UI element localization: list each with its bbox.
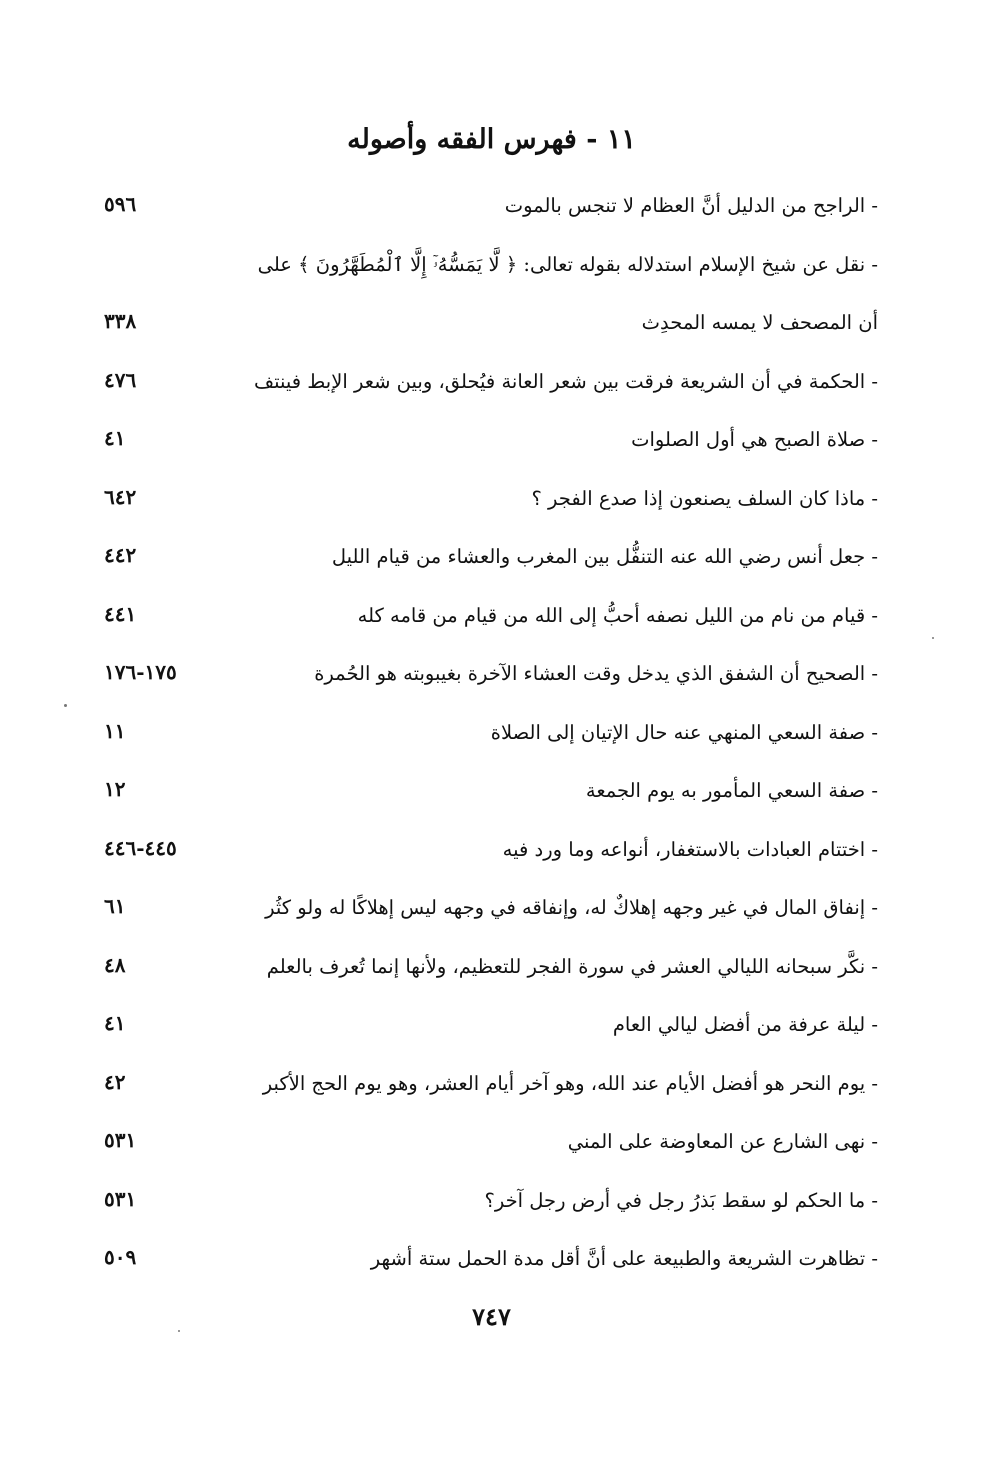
entry-text: - تظاهرت الشريعة والطبيعة على أنَّ أقل مدة الحمل ستة أشهر: [370, 1247, 878, 1270]
index-entry: [100, 531, 878, 590]
entry-page-number: ١٧٥-١٧٦: [104, 660, 177, 684]
entry-text: - ما الحكم لو سقط بَذرُ رجل في أرض رجل آخر؟: [484, 1188, 878, 1212]
index-entry: [100, 824, 878, 883]
entry-text: - قيام من نام من الليل نصفه أحبُّ إلى الله من قيام من قامه كله: [357, 603, 878, 627]
entry-text: - صفة السعي المأمور به يوم الجمعة: [585, 779, 878, 802]
index-entry: [100, 999, 878, 1058]
entry-page-number: ٥٩٦: [104, 192, 137, 216]
index-entry: [100, 1058, 878, 1117]
entry-page-number: ٤٢: [104, 1069, 126, 1094]
entry-page-number: ١١: [104, 718, 126, 743]
index-entries: [100, 180, 878, 1292]
entry-text: أن المصحف لا يمسه المحدِث: [641, 311, 878, 334]
index-entry: [100, 765, 878, 824]
index-title: ١١ - فهرس الفقه وأصوله: [347, 124, 636, 155]
index-entry: [100, 297, 878, 356]
index-entry: [100, 1116, 878, 1175]
entry-page-number: ٤٤١: [104, 601, 137, 626]
entry-page-number: ٣٣٨: [104, 309, 137, 333]
entry-text: - اختتام العبادات بالاستغفار، أنواعه وما ورد فيه: [502, 837, 878, 861]
page-number: ٧٤٧: [472, 1302, 511, 1331]
entry-text: - صلاة الصبح هي أول الصلوات: [631, 428, 878, 451]
entry-page-number: ٦٤٢: [104, 484, 137, 509]
entry-page-number: ٤١: [104, 426, 126, 450]
entry-text: - يوم النحر هو أفضل الأيام عند الله، وهو آخر أيام العشر، وهو يوم الحج الأكبر: [262, 1071, 878, 1095]
index-entry: [100, 180, 878, 239]
entry-page-number: ٥٣١: [104, 1128, 137, 1152]
entry-page-number: ٦١: [104, 894, 126, 918]
entry-page-number: ٥٠٩: [104, 1245, 137, 1269]
index-entry: [100, 941, 878, 1000]
index-entry: [100, 239, 878, 298]
entry-page-number: ٤٨: [104, 952, 126, 977]
entry-page-number: ٤١: [104, 1011, 126, 1035]
entry-page-number: ٥٣١: [104, 1186, 137, 1211]
entry-text: - ماذا كان السلف يصنعون إذا صدع الفجر ؟: [531, 486, 878, 510]
entry-text: - نكَّر سبحانه الليالي العشر في سورة الفجر للتعظيم، ولأنها إنما تُعرف بالعلم: [266, 954, 878, 978]
entry-text: - نقل عن شيخ الإسلام استدلاله بقوله تعالى: ﴿ لَّا يَمَسُّهُۥٓ إِلَّا ٱلْمُطَهَّرُونَ ﴾ على: [257, 252, 878, 276]
index-entry: [100, 707, 878, 766]
index-entry: [100, 590, 878, 649]
scan-speck: [178, 1330, 180, 1332]
entry-text: - ليلة عرفة من أفضل ليالي العام: [612, 1013, 878, 1036]
index-entry: [100, 882, 878, 941]
scan-speck: [64, 704, 67, 707]
entry-text: - الراجح من الدليل أنَّ العظام لا تنجس بالموت: [504, 194, 878, 217]
entry-text: - الحكمة في أن الشريعة فرقت بين شعر العانة فيُحلق، وبين شعر الإبط فينتف: [253, 369, 878, 393]
index-entry: [100, 648, 878, 707]
entry-text: - نهى الشارع عن المعاوضة على المني: [567, 1130, 878, 1153]
entry-text: - صفة السعي المنهي عنه حال الإتيان إلى الصلاة: [490, 720, 878, 744]
scan-speck: [932, 637, 934, 639]
entry-page-number: ٤٤٥-٤٤٦: [104, 835, 177, 860]
entry-text: - إنفاق المال في غير وجهه إهلاكٌ له، وإنفاقه في وجهه ليس إهلاكًا له ولو كثُر: [265, 896, 878, 919]
index-entry: [100, 414, 878, 473]
entry-text: - جعل أنس رضي الله عنه التنفُّل بين المغرب والعشاء من قيام الليل: [331, 545, 878, 568]
entry-page-number: ١٢: [104, 777, 126, 801]
entry-text: - الصحيح أن الشفق الذي يدخل وقت العشاء الآخرة بغيبوبته هو الحُمرة: [314, 662, 878, 685]
entry-page-number: ٤٤٢: [104, 543, 137, 567]
index-entry: [100, 356, 878, 415]
index-entry: [100, 1175, 878, 1234]
index-entry: [100, 1233, 878, 1292]
index-entry: [100, 473, 878, 532]
entry-page-number: ٤٧٦: [104, 367, 137, 392]
